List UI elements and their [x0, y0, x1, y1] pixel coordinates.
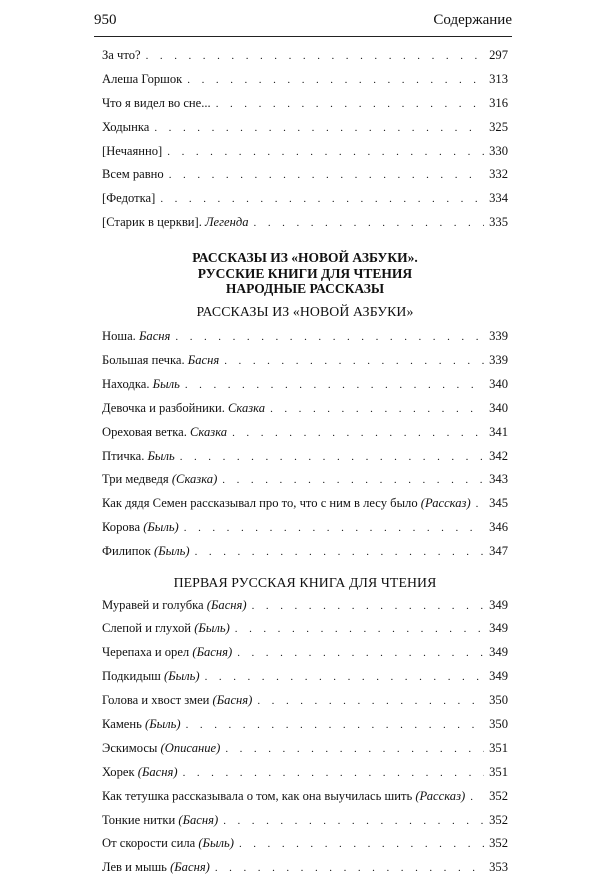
- entry-page-number: 342: [489, 448, 508, 463]
- entry-page-number: 340: [489, 400, 508, 415]
- dot-leader: [195, 541, 484, 565]
- toc-entry-title: [102, 421, 227, 445]
- entry-title-text: Всем равно: [102, 167, 164, 182]
- toc-entry-title: [102, 832, 234, 856]
- entry-page-number: 313: [489, 71, 508, 86]
- toc-entry-title: [102, 492, 471, 516]
- toc-entry: [102, 641, 508, 665]
- toc-entry: [102, 68, 508, 92]
- entry-title-text: Хорек: [102, 764, 138, 779]
- entry-title-text: Находка.: [102, 376, 153, 391]
- entry-genre: Басня: [138, 329, 171, 344]
- entry-genre: (Быль): [145, 716, 181, 731]
- entry-title-text: От скорости сила: [102, 836, 199, 851]
- toc-entry-title: [102, 689, 252, 713]
- dot-leader: [216, 93, 484, 117]
- toc-entry-title: [102, 856, 210, 880]
- entry-page-number: 349: [489, 597, 508, 612]
- toc-entry-title: [102, 540, 190, 564]
- toc-entry-title: [102, 594, 247, 618]
- entry-genre: (Быль): [198, 836, 234, 851]
- dot-leader: [470, 786, 484, 810]
- entry-page-number: 339: [489, 329, 508, 344]
- toc-entry-title: [102, 761, 178, 785]
- entry-page-number: 349: [489, 669, 508, 684]
- entry-genre: (Рассказ): [420, 496, 471, 511]
- toc-entry-title: [102, 737, 220, 761]
- entry-title-text: Птичка.: [102, 448, 148, 463]
- entry-title-text: Подкидыш: [102, 669, 165, 684]
- entry-page-number: 335: [489, 215, 508, 230]
- toc-entry: [102, 761, 508, 785]
- toc-entry: [102, 92, 508, 116]
- toc-group-2: [102, 325, 508, 564]
- dot-leader: [476, 493, 484, 517]
- page-number: 950: [94, 12, 117, 28]
- dot-leader: [215, 857, 484, 881]
- entry-genre: (Басня): [178, 812, 219, 827]
- toc: [102, 44, 508, 880]
- toc-entry: [102, 211, 508, 235]
- entry-page-number: 347: [489, 544, 508, 559]
- dot-leader: [183, 762, 484, 786]
- heading-line: РАССКАЗЫ ИЗ «НОВОЙ АЗБУКИ».: [192, 250, 418, 266]
- entry-title-text: Девочка и разбойники.: [102, 400, 228, 415]
- entry-genre: (Описание): [160, 740, 221, 755]
- heading-line: РУССКИЕ КНИГИ ДЛЯ ЧТЕНИЯ: [197, 265, 413, 281]
- header-rule: [94, 36, 512, 37]
- entry-genre: (Басня): [206, 597, 247, 612]
- toc-entry: [102, 713, 508, 737]
- heading-line: НАРОДНЫЕ РАССКАЗЫ: [225, 281, 385, 297]
- running-head: [94, 12, 512, 29]
- entry-page-number: 316: [489, 95, 508, 110]
- toc-entry: [102, 785, 508, 809]
- entry-title-text: [Нечаянно]: [102, 143, 163, 158]
- toc-entry-title: [102, 373, 180, 397]
- entry-page-number: 351: [489, 764, 508, 779]
- entry-page-number: 332: [489, 167, 508, 182]
- toc-entry: [102, 665, 508, 689]
- toc-entry: [102, 116, 508, 140]
- toc-entry: [102, 832, 508, 856]
- section-heading-main: [102, 250, 508, 297]
- entry-title-text: Как дядя Семен рассказывал про то, что с ним в лесу было: [102, 496, 421, 511]
- entry-title-text: Алеша Горшок: [102, 71, 183, 86]
- toc-entry-title: [102, 397, 265, 421]
- entry-title-text: Большая печка.: [102, 353, 188, 368]
- dot-leader: [254, 212, 484, 236]
- toc-entry: [102, 468, 508, 492]
- toc-entry: [102, 44, 508, 68]
- toc-entry-title: [102, 325, 170, 349]
- entry-page-number: 334: [489, 191, 508, 206]
- dot-leader: [169, 164, 484, 188]
- toc-entry: [102, 421, 508, 445]
- toc-entry-title: [102, 68, 182, 92]
- entry-title-text: Лев и мышь: [102, 860, 171, 875]
- toc-entry-title: [102, 92, 211, 116]
- toc-entry: [102, 516, 508, 540]
- toc-entry: [102, 397, 508, 421]
- entry-page-number: 297: [489, 48, 508, 62]
- dot-leader: [252, 595, 484, 619]
- entry-genre: Быль: [152, 376, 180, 391]
- toc-entry-title: [102, 445, 175, 469]
- toc-entry: [102, 540, 508, 564]
- entry-genre: (Сказка): [171, 472, 218, 487]
- entry-page-number: 343: [489, 472, 508, 487]
- toc-entry: [102, 445, 508, 469]
- entry-genre: Легенда: [205, 215, 249, 230]
- toc-entry-title: [102, 713, 181, 737]
- entry-page-number: 346: [489, 520, 508, 535]
- dot-leader: [239, 833, 484, 857]
- entry-genre: (Быль): [154, 544, 190, 559]
- toc-entry: [102, 856, 508, 880]
- entry-title-text: За что?: [102, 48, 141, 62]
- entry-genre: (Быль): [194, 621, 230, 636]
- toc-entry-title: [102, 211, 249, 235]
- toc-entry-title: [102, 349, 219, 373]
- toc-entry: [102, 617, 508, 641]
- dot-leader: [146, 45, 484, 69]
- entry-title-text: Слепой и глухой: [102, 621, 195, 636]
- toc-entry-title: [102, 516, 179, 540]
- toc-entry: [102, 689, 508, 713]
- entry-title-text: Ходынка: [102, 119, 150, 134]
- entry-genre: Сказка: [190, 424, 228, 439]
- entry-title-text: Ноша.: [102, 329, 139, 344]
- toc-group-1: [102, 44, 508, 235]
- toc-entry-title: [102, 809, 218, 833]
- section-heading-new-alphabet: РАССКАЗЫ ИЗ «НОВОЙ АЗБУКИ»: [196, 303, 414, 319]
- entry-page-number: 349: [489, 645, 508, 660]
- toc-entry-title: [102, 163, 164, 187]
- toc-entry: [102, 187, 508, 211]
- entry-page-number: 352: [489, 812, 508, 827]
- entry-title-text: Эскимосы: [102, 740, 161, 755]
- dot-leader: [167, 141, 484, 165]
- dot-leader: [187, 69, 484, 93]
- entry-page-number: 340: [489, 376, 508, 391]
- toc-entry: [102, 594, 508, 618]
- entry-title-text: Голова и хвост змеи: [102, 693, 213, 708]
- dot-leader: [180, 446, 484, 470]
- toc-entry-title: [102, 140, 162, 164]
- entry-page-number: 352: [489, 836, 508, 851]
- toc-entry: [102, 492, 508, 516]
- section-heading-first-reader: ПЕРВАЯ РУССКАЯ КНИГА ДЛЯ ЧТЕНИЯ: [173, 575, 437, 591]
- entry-page-number: 339: [489, 353, 508, 368]
- toc-entry: [102, 373, 508, 397]
- dot-leader: [160, 188, 484, 212]
- entry-page-number: 352: [489, 788, 508, 803]
- entry-genre: (Басня): [192, 645, 233, 660]
- toc-entry: [102, 737, 508, 761]
- entry-title-text: Ореховая ветка.: [102, 424, 191, 439]
- dot-leader: [154, 117, 484, 141]
- dot-leader: [185, 374, 484, 398]
- entry-title-text: [Старик в церкви].: [102, 215, 205, 230]
- section-title: Содержание: [433, 12, 512, 28]
- entry-title-text: Муравей и голубка: [102, 597, 207, 612]
- toc-group-3: [102, 594, 508, 881]
- dot-leader: [224, 350, 484, 374]
- entry-title-text: [Федотка]: [102, 191, 156, 206]
- dot-leader: [186, 714, 484, 738]
- dot-leader: [237, 642, 484, 666]
- entry-title-text: Тонкие нитки: [102, 812, 179, 827]
- entry-page-number: 325: [489, 119, 508, 134]
- toc-entry-title: [102, 617, 230, 641]
- entry-genre: Сказка: [228, 400, 266, 415]
- toc-entry: [102, 140, 508, 164]
- toc-entry-title: [102, 468, 217, 492]
- entry-genre: Быль: [147, 448, 175, 463]
- entry-title-text: Филипок: [102, 544, 155, 559]
- dot-leader: [205, 666, 484, 690]
- toc-entry: [102, 163, 508, 187]
- dot-leader: [223, 810, 484, 834]
- entry-title-text: Три медведя: [102, 472, 172, 487]
- entry-page-number: 345: [489, 496, 508, 511]
- entry-genre: (Басня): [212, 693, 253, 708]
- toc-entry: [102, 325, 508, 349]
- entry-genre: (Рассказ): [415, 788, 466, 803]
- dot-leader: [235, 618, 484, 642]
- dot-leader: [222, 469, 484, 493]
- toc-entry-title: [102, 187, 155, 211]
- toc-entry-title: [102, 665, 200, 689]
- toc-entry-title: [102, 116, 149, 140]
- toc-entry-title: [102, 641, 232, 665]
- entry-genre: (Быль): [143, 520, 179, 535]
- entry-genre: Басня: [187, 353, 220, 368]
- dot-leader: [184, 517, 484, 541]
- entry-genre: (Басня): [170, 860, 210, 875]
- toc-entry-title: [102, 44, 141, 68]
- entry-page-number: 353: [489, 860, 508, 875]
- toc-entry-title: [102, 785, 465, 809]
- entry-page-number: 330: [489, 143, 508, 158]
- entry-genre: (Быль): [164, 669, 200, 684]
- entry-page-number: 350: [489, 716, 508, 731]
- entry-title-text: Как тетушка рассказывала о том, как она выучилась шить: [102, 788, 416, 803]
- entry-page-number: 349: [489, 621, 508, 636]
- entry-title-text: Что я видел во сне...: [102, 95, 211, 110]
- dot-leader: [175, 326, 484, 350]
- entry-genre: (Басня): [137, 764, 178, 779]
- entry-page-number: 341: [489, 424, 508, 439]
- entry-title-text: Камень: [102, 716, 146, 731]
- dot-leader: [257, 690, 484, 714]
- entry-title-text: Корова: [102, 520, 144, 535]
- toc-entry: [102, 809, 508, 833]
- entry-title-text: Черепаха и орел: [102, 645, 193, 660]
- dot-leader: [232, 422, 484, 446]
- entry-page-number: 350: [489, 693, 508, 708]
- entry-page-number: 351: [489, 740, 508, 755]
- dot-leader: [270, 398, 484, 422]
- toc-entry: [102, 349, 508, 373]
